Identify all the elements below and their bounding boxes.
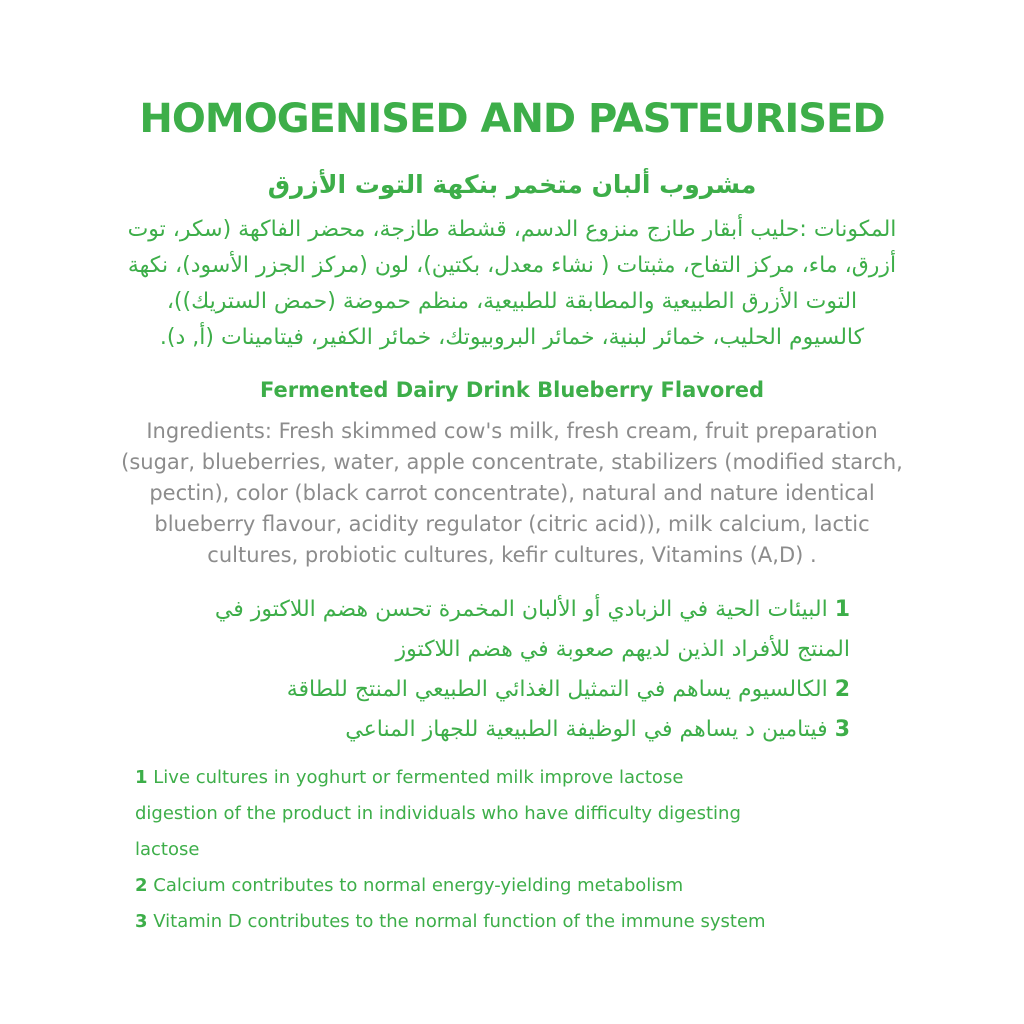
claim-text: lactose [135, 839, 200, 860]
claim-text: Live cultures in yoghurt or fermented milk improve lactose [153, 767, 684, 788]
english-ingredients [40, 416, 984, 571]
arabic-ingredients [90, 212, 934, 356]
english-claim-line [135, 832, 895, 868]
claim-text: المنتج للأفراد الذين لديهم صعوبة في هضم اللاكتوز [395, 637, 850, 662]
label-title: HOMOGENISED AND PASTEURISED [139, 96, 885, 142]
claim-number: 3 [834, 717, 850, 742]
english-claim-line [135, 868, 895, 904]
claim-number: 2 [834, 677, 850, 702]
arabic-ingredients-line: المكونات :حليب أبقار طازج منزوع الدسم، قشطة طازجة، محضر الفاكهة (سكر، توت [127, 217, 897, 242]
claim-text: Calcium contributes to normal energy-yielding metabolism [153, 875, 684, 896]
english-ingredients-line: Ingredients: Fresh skimmed cow's milk, fresh cream, fruit preparation [146, 419, 878, 443]
arabic-claim-line [120, 710, 850, 750]
claim-text: البيئات الحية في الزبادي أو الألبان المخمرة تحسن هضم اللاكتوز في [214, 597, 828, 622]
arabic-health-claims [120, 590, 850, 750]
english-health-claims [135, 760, 895, 940]
claim-number: 1 [834, 597, 850, 622]
claim-number: 1 [135, 767, 148, 788]
arabic-ingredients-line: التوت الأزرق الطبيعية والمطابقة للطبيعية، منظم حموضة (حمض الستريك))، [166, 289, 858, 314]
claim-number: 3 [135, 911, 148, 932]
claim-text: Vitamin D contributes to the normal function of the immune system [153, 911, 766, 932]
arabic-claim-line [120, 670, 850, 710]
english-ingredients-line: (sugar, blueberries, water, apple concentrate, stabilizers (modified starch, [121, 450, 903, 474]
arabic-ingredients-line: أزرق، ماء، مركز التفاح، مثبتات ( نشاء معدل، بكتين)، لون (مركز الجزر الأسود)، نكهة [127, 253, 897, 278]
claim-text: digestion of the product in individuals who have difficulty digesting [135, 803, 741, 824]
english-ingredients-line: cultures, probiotic cultures, kefir cultures, Vitamins (A,D) . [207, 543, 817, 567]
arabic-product-name: مشروب ألبان متخمر بنكهة التوت الأزرق [267, 170, 757, 199]
claim-text: فيتامين د يساهم في الوظيفة الطبيعية للجهاز المناعي [345, 717, 828, 742]
english-claim-line [135, 796, 895, 832]
english-ingredients-line: pectin), color (black carrot concentrate), natural and nature identical [149, 481, 875, 505]
claim-text: الكالسيوم يساهم في التمثيل الغذائي الطبيعي المنتج للطاقة [286, 677, 828, 702]
arabic-claim-line [120, 630, 850, 670]
english-ingredients-line: blueberry flavour, acidity regulator (citric acid)), milk calcium, lactic [154, 512, 870, 536]
claim-number: 2 [135, 875, 148, 896]
english-claim-line [135, 760, 895, 796]
english-product-name: Fermented Dairy Drink Blueberry Flavored [259, 378, 764, 402]
arabic-ingredients-line: كالسيوم الحليب، خمائر لبنية، خمائر البروبيوتك، خمائر الكفير، فيتامينات (أ, د). [159, 325, 865, 350]
arabic-claim-line [120, 590, 850, 630]
english-claim-line [135, 904, 895, 940]
